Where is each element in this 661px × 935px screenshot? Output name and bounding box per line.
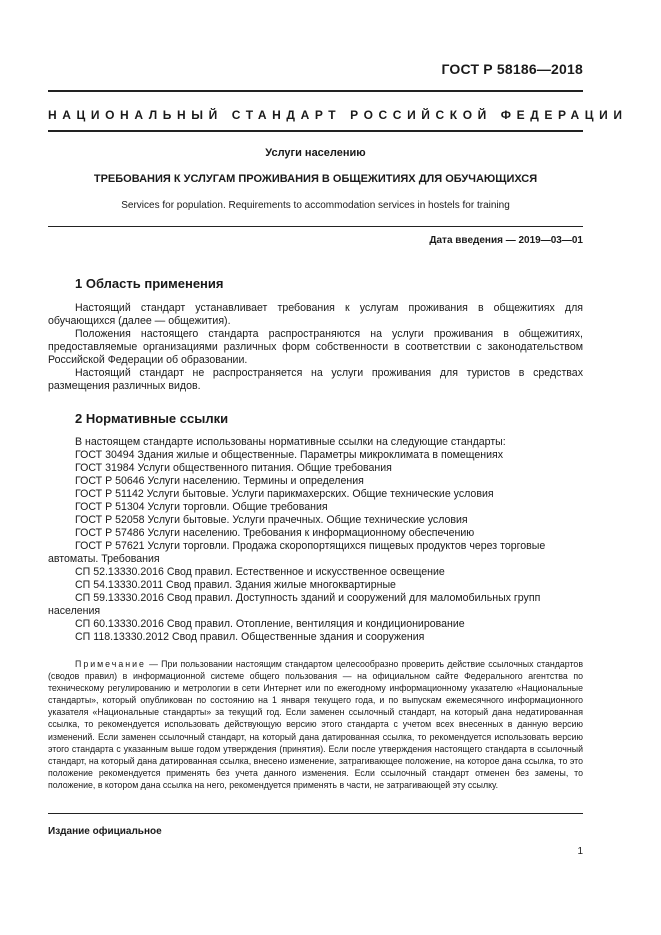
reference-item-continuation: автоматы. Требования xyxy=(48,553,160,565)
document-title: ТРЕБОВАНИЯ К УСЛУГАМ ПРОЖИВАНИЯ В ОБЩЕЖИТИЯХ ДЛЯ ОБУЧАЮЩИХСЯ xyxy=(93,173,538,185)
document-subtitle: Услуги населению xyxy=(265,147,366,159)
banner-divider xyxy=(48,130,583,132)
section-2-intro: В настоящем стандарте использованы нормативные ссылки на следующие стандарты: xyxy=(75,436,506,448)
footer-divider xyxy=(48,813,583,814)
header-divider xyxy=(48,90,583,92)
note-label: Примечание xyxy=(75,659,146,669)
reference-item: СП 59.13330.2016 Свод правил. Доступность зданий и сооружений для маломобильных групп xyxy=(75,592,541,604)
section-2-heading: 2 Нормативные ссылки xyxy=(75,411,229,426)
national-standard-banner: НАЦИОНАЛЬНЫЙ СТАНДАРТ РОССИЙСКОЙ ФЕДЕРАЦИИ xyxy=(48,108,628,122)
reference-item: СП 52.13330.2016 Свод правил. Естественное и искусственное освещение xyxy=(75,566,445,578)
reference-item: ГОСТ Р 50646 Услуги населению. Термины и определения xyxy=(75,475,364,487)
page-number: 1 xyxy=(577,846,583,857)
note-text: — При пользовании настоящим стандартом целесообразно проверить действие ссылочных стандартов (сводов правил) в информационной системе общего пользования — на официальном сайте Федерального агентства по техническому регулированию и метрологии в сети Интернет или по ежегодному информационному указателю «Национальные стандарты», который опубликован по состоянию на 1 января текущего года, и по выпускам ежемесячного информационного указателя «Национальные стандарты» за текущий год. Если заменен ссылочный стандарт, на который дана недатированная ссылка, то рекомендуется использовать действующую версию этого стандарта с учетом всех внесенных в данную версию изменений. Если заменен ссылочный стандарт, на который дана датированная ссылка, то рекомендуется использовать версию этого стандарта с указанным выше годом утверждения (принятия). Если после утверждения настоящего стандарта в ссылочный стандарт, на который дана датированная ссылка, внесено изменение, затрагивающее положение, на которое дана ссылка, то это положение рекомендуется применять без учета данного изменения. Если ссылочный стандарт отменен без замены, то положение, в котором дана ссылка на него, рекомендуется применять в части, не затрагивающей эту ссылку. xyxy=(48,659,583,790)
section-1-paragraph-2: Положения настоящего стандарта распространяются на услуги проживания в общежитиях, предоставляемые организациями различных форм собственности в соответствии с законодательством Российской Федерации об образовании. xyxy=(48,328,583,366)
reference-item: СП 118.13330.2012 Свод правил. Общественные здания и сооружения xyxy=(75,631,425,643)
references-list xyxy=(48,449,583,644)
section-1-heading: 1 Область применения xyxy=(75,276,224,291)
reference-item: ГОСТ Р 52058 Услуги бытовые. Услуги прачечных. Общие технические условия xyxy=(75,514,468,526)
english-title: Services for population. Requirements to accommodation services in hostels for training xyxy=(121,200,510,211)
reference-item: ГОСТ Р 51304 Услуги торговли. Общие требования xyxy=(75,501,328,513)
reference-item: СП 60.13330.2016 Свод правил. Отопление, вентиляция и кондиционирование xyxy=(75,618,465,630)
note-paragraph xyxy=(48,658,583,791)
introduction-date: Дата введения — 2019—03—01 xyxy=(429,235,583,246)
title-divider xyxy=(48,226,583,227)
reference-item: ГОСТ Р 57621 Услуги торговли. Продажа скоропортящихся пищевых продуктов через торговые xyxy=(75,540,546,552)
section-1-paragraph-1: Настоящий стандарт устанавливает требования к услугам проживания в общежитиях для обучающихся (далее — общежития). xyxy=(48,302,583,327)
reference-item: ГОСТ 31984 Услуги общественного питания. Общие требования xyxy=(75,462,392,474)
section-1-paragraph-3: Настоящий стандарт не распространяется на услуги проживания для туристов в средствах размещения различных видов. xyxy=(48,367,583,392)
edition-label: Издание официальное xyxy=(48,826,162,837)
reference-item: ГОСТ 30494 Здания жилые и общественные. Параметры микроклимата в помещениях xyxy=(75,449,504,461)
reference-item: ГОСТ Р 51142 Услуги бытовые. Услуги парикмахерских. Общие технические условия xyxy=(75,488,494,500)
reference-item: ГОСТ Р 57486 Услуги населению. Требования к информационному обеспечению xyxy=(75,527,475,539)
gost-code: ГОСТ Р 58186—2018 xyxy=(441,61,583,77)
reference-item-continuation: населения xyxy=(48,605,101,617)
reference-item: СП 54.13330.2011 Свод правил. Здания жилые многоквартирные xyxy=(75,579,396,591)
